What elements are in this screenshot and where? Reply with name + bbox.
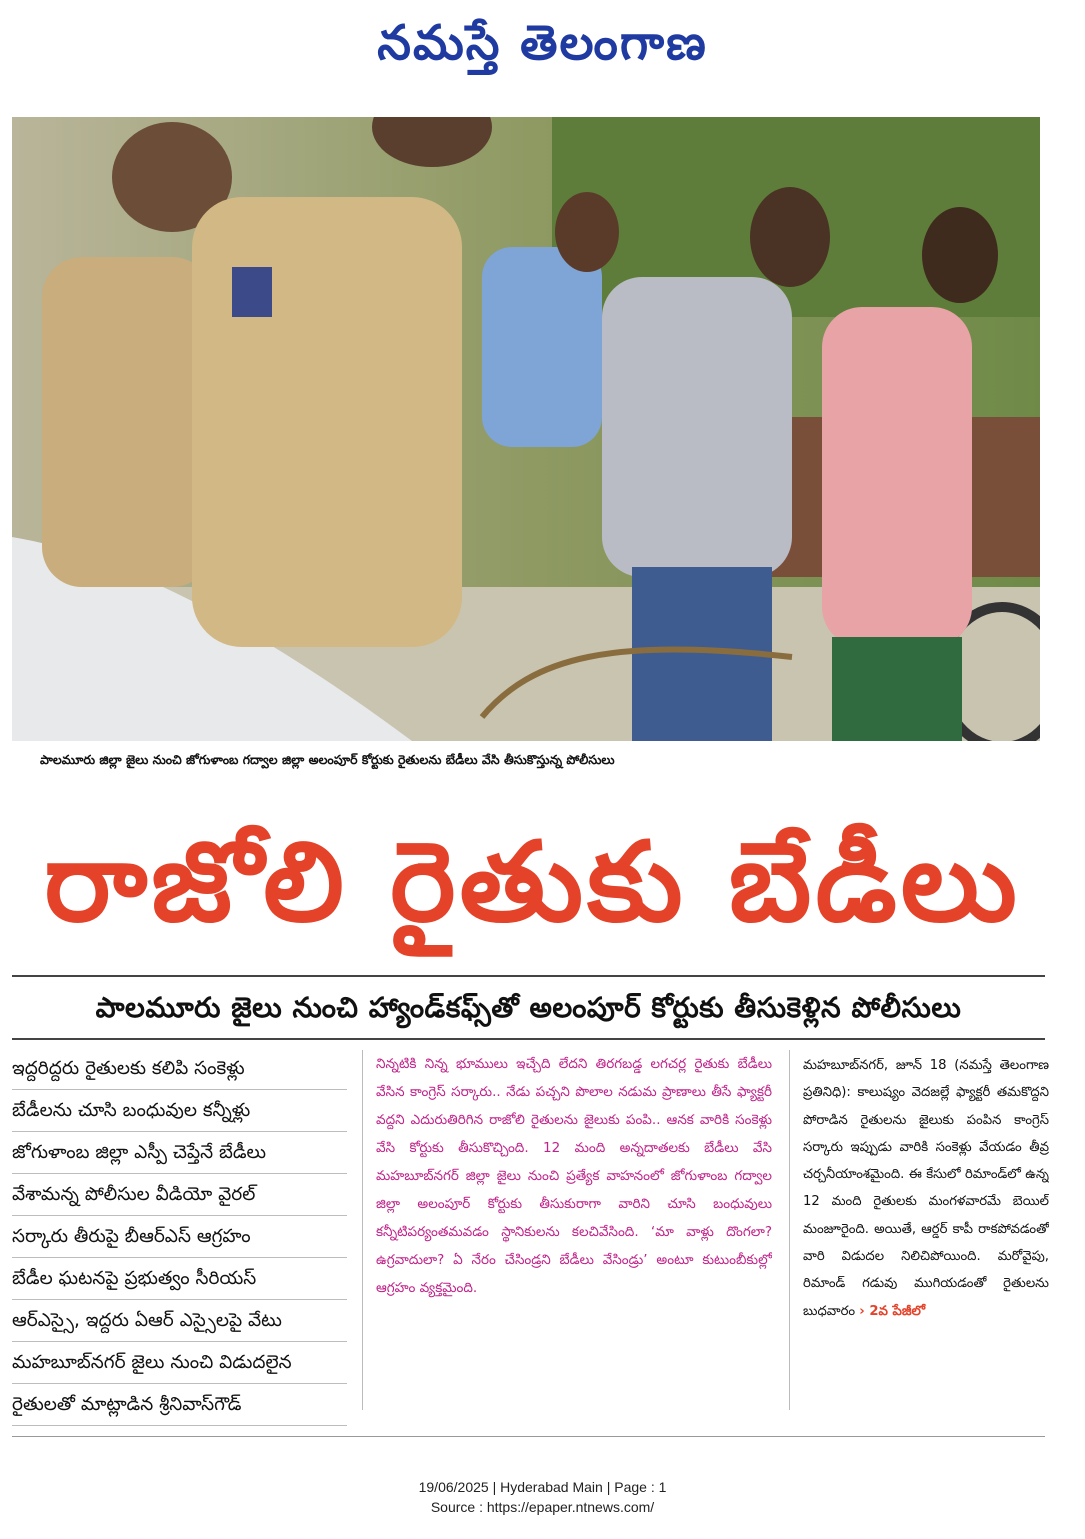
- highlight-item: మహబూబ్‌నగర్‌ జైలు నుంచి విడుదలైన: [12, 1342, 347, 1384]
- masthead-title: నమస్తే తెలంగాణ: [377, 15, 708, 71]
- highlight-item: బేడీల ఘటనపై ప్రభుత్వం సీరియస్‌: [12, 1258, 347, 1300]
- news-photo: [12, 117, 1040, 741]
- headline: రాజోలి రైతుకు బేడీలు: [44, 818, 1021, 946]
- highlights-list: [12, 1048, 347, 1422]
- photo-caption: పాలమూరు జిల్లా జైలు నుంచి జోగుళాంబ గద్వాల జిల్లా అలంపూర్‌ కోర్టుకు రైతులను బేడీలు వేసి తీసుకొస్తున్న పోలీసులు: [40, 752, 615, 767]
- masthead: [0, 8, 1085, 78]
- rule-top: [12, 975, 1045, 977]
- highlight-item: రైతులతో మాట్లాడిన శ్రీనివాస్‌గౌడ్‌: [12, 1384, 347, 1426]
- police-escort-photo: [12, 117, 1040, 741]
- highlight-item: జోగుళాంబ జిల్లా ఎస్పీ చెప్తేనే బేడీలు: [12, 1132, 347, 1174]
- article-body-text: మహబూబ్‌నగర్‌, జూన్‌ 18 (నమస్తే తెలంగాణ ప్రతినిధి): కాలుష్యం వెదజల్లే ఫ్యాక్టరీ తమకొద్దని పోరాడిన రైతులను జైలుకు పంపిన కాంగ్రెస్‌ సర్కారు ఇప్పుడు వారికి సంకెళ్లు వేయడం తీవ్ర చర్చనీయాంశమైంది. ఈ కేసులో రిమాండ్‌లో ఉన్న 12 మంది రైతులకు మంగళవారమే బెయిల్‌ మంజూరైంది. అయితే, ఆర్డర్‌ కాపీ రాకపోవడంతో వారి విడుదల నిలిచిపోయింది. మరోవైపు, రిమాండ్‌ గడువు ముగియడంతో రైతులను బుధవారం: [803, 1058, 1049, 1319]
- highlight-item: బేడీలను చూసి బంధువుల కన్నీళ్లు: [12, 1090, 347, 1132]
- rule-footer: [12, 1436, 1045, 1437]
- highlight-item: ఇద్దరిద్దరు రైతులకు కలిపి సంకెళ్లు: [12, 1048, 347, 1090]
- article-body: [803, 1052, 1049, 1408]
- highlight-item: వేశామన్న పోలీసుల వీడియో వైరల్‌: [12, 1174, 347, 1216]
- highlight-item: సర్కారు తీరుపై బీఆర్‌ఎస్‌ ఆగ్రహం: [12, 1216, 347, 1258]
- subheadline: పాలమూరు జైలు నుంచి హ్యాండ్‌కఫ్స్‌తో అలంపూర్‌ కోర్టుకు తీసుకెళ్లిన పోలీసులు: [95, 991, 962, 1024]
- column-divider: [789, 1050, 790, 1410]
- rule-bottom: [12, 1038, 1045, 1040]
- footer-date-edition: 19/06/2025 | Hyderabad Main | Page : 1: [418, 1479, 667, 1495]
- column-divider: [362, 1050, 363, 1410]
- highlight-item: ఆర్‌ఎస్సై, ఇద్దరు ఏఆర్‌ ఎస్సైలపై వేటు: [12, 1300, 347, 1342]
- article-intro: నిన్నటికి నిన్న భూములు ఇచ్చేది లేదని తిరగబడ్డ లగచర్ల రైతుకు బేడీలు వేసిన కాంగ్రెస్‌ సర్కారు.. నేడు పచ్చని పొలాల నడుమ ప్రాణాలు తీసే ఫ్యాక్టరీ వద్దని ఎదురుతిరిగిన రాజోలి రైతులను జైలుకు పంపి.. ఆనక వారికి సంకెళ్లు వేసి కోర్టుకు తీసుకొచ్చింది. 12 మంది అన్నదాతలకు బేడీలు వేసి మహబూబ్‌నగర్‌ జిల్లా జైలు నుంచి ప్రత్యేక వాహనంలో జోగుళాంబ గద్వాల జిల్లా అలంపూర్‌ కోర్టుకు తీసుకురాగా వారిని చూసి బంధువులు కన్నీటిపర్యంతమవడం స్థానికులను కలచివేసింది. ‘మా వాళ్లు దొంగలా? ఉగ్రవాదులా? ఏ నేరం చేసిండ్రని బేడీలు వేసిండ్రు’ అంటూ కుటుంబీకుల్లో ఆగ్రహం వ్యక్తమైంది.: [376, 1056, 772, 1296]
- footer-source: Source : https://epaper.ntnews.com/: [430, 1499, 655, 1515]
- footer: [0, 1477, 1085, 1517]
- continued-link[interactable]: › 2వ పేజీలో: [859, 1303, 926, 1319]
